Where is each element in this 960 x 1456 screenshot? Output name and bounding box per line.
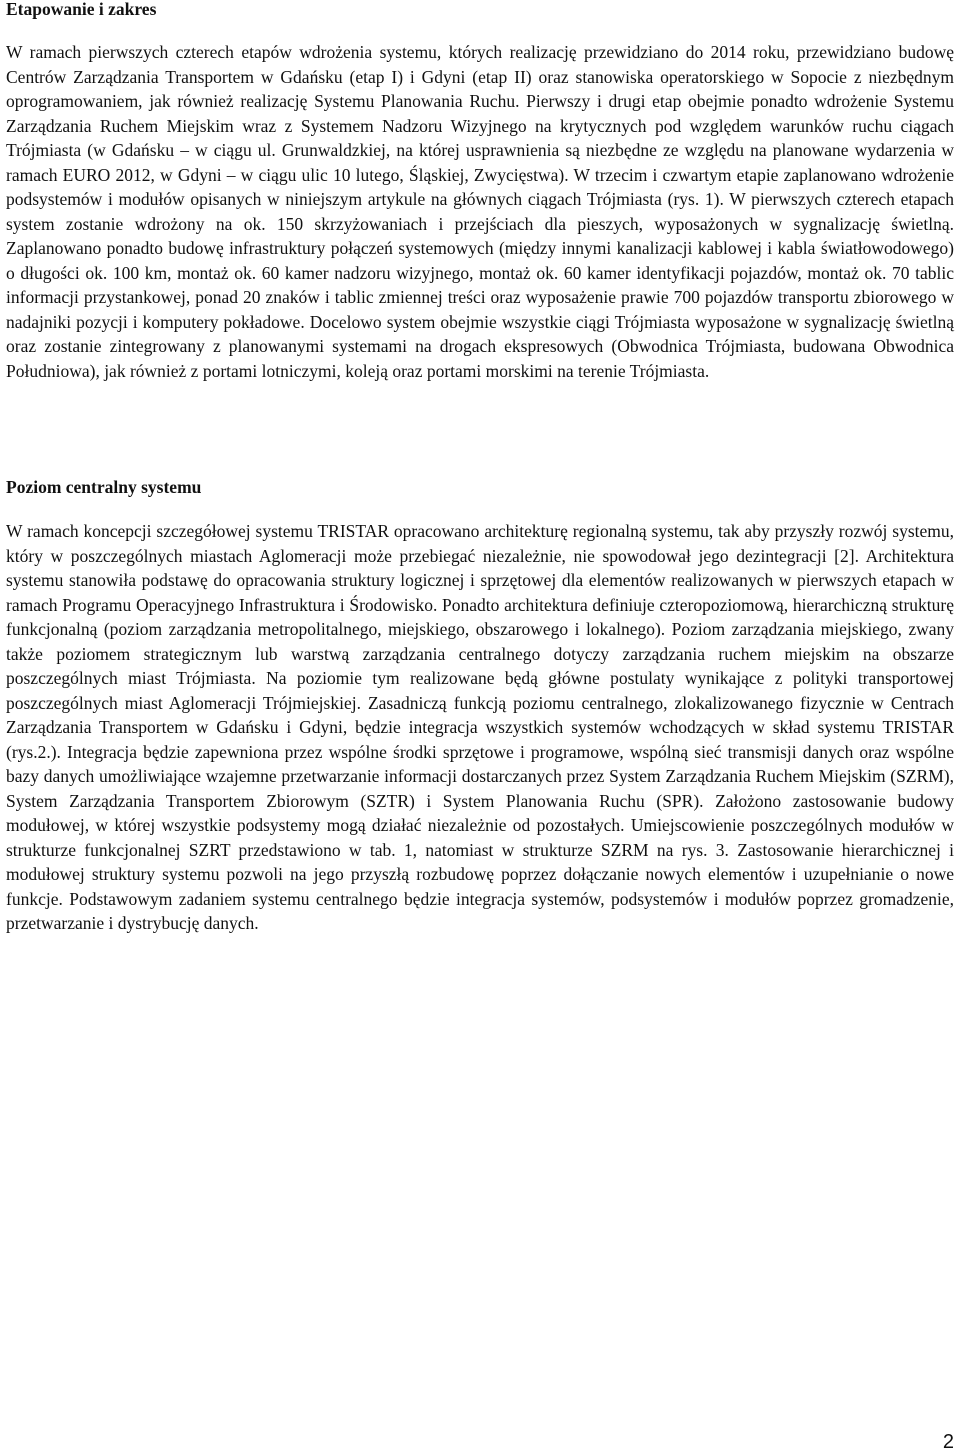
paragraph-etapowanie: W ramach pierwszych czterech etapów wdrożenia systemu, których realizację przewidziano do 2014 roku, przewidziano budowę Centrów Zarządzania Transportem w Gdańsku (etap I) i Gdyni (etap II) oraz stanowiska operatorskiego w Sopocie z niezbędnym oprogramowaniem, jak również realizację Systemu Planowania Ruchu. Pierwszy i drugi etap obejmie ponadto wdrożenie Systemu Zarządzania Ruchem Miejskim wraz z Systemem Nadzoru Wizyjnego na krytycznych pod względem warunków ruchu ciągach Trójmiasta (w Gdańsku – w ciągu ul. Grunwaldzkiej, na której usprawnienia są niezbędne ze względu na planowane wydarzenia w ramach EURO 2012, w Gdyni – w ciągu ulic 10 lutego, Śląskiej, Zwycięstwa). W trzecim i czwartym etapie zaplanowano wdrożenie podsystemów i modułów opisanych w niniejszym artykule na głównych ciągach Trójmiasta (rys. 1). W pierwszych czterech etapach system zostanie wdrożony na ok. 150 skrzyżowaniach i przejściach dla pieszych, wyposażonych w sygnalizację świetlną. Zaplanowano ponadto budowę infrastruktury połączeń systemowych (między innymi kanalizacji kablowej i kabla światłowodowego) o długości ok. 100 km, montaż ok. 60 kamer nadzoru wizyjnego, montaż ok. 60 kamer identyfikacji pojazdów, montaż ok. 70 tablic informacji przystankowej, ponad 20 znaków i tablic zmiennej treści oraz wyposażenie prawie 700 pojazdów transportu zbiorowego w nadajniki pozycji i komputery pokładowe. Docelowo system obejmie wszystkie ciągi Trójmiasta wyposażone w sygnalizację świetlną oraz zostanie zintegrowany z planowanymi systemami na drogach ekspresowych (Obwodnica Trójmiasta, budowana Obwodnica Południowa), jak również z portami lotniczymi, koleją oraz portami morskimi na terenie Trójmiasta. <box>6 42 954 381</box>
section-heading-poziom-centralny: Poziom centralny systemu <box>6 477 202 497</box>
page-number: 2 <box>942 1431 954 1453</box>
paragraph-poziom-centralny: W ramach koncepcji szczegółowej systemu TRISTAR opracowano architekturę regionalną systemu, tak aby przyszły rozwój systemu, który w poszczególnych miastach Aglomeracji może przebiegać niezależnie, nie spowodował jego dezintegracji [2]. Architektura systemu stanowiła podstawę do opracowania struktury logicznej i sprzętowej dla elementów realizowanych w pierwszych etapach w ramach Programu Operacyjnego Infrastruktura i Środowisko. Ponadto architektura definiuje czteropoziomową, hierarchiczną strukturę funkcjonalną (poziom zarządzania metropolitalnego, miejskiego, obszarowego i lokalnego). Poziom zarządzania miejskiego, zwany także poziomem strategicznym lub warstwą zarządzania centralnego dotyczy zarządzania ruchem miejskim na obszarze poszczególnych miast Trójmiasta. Na poziomie tym realizowane będą główne postulaty wynikające z polityki transportowej poszczególnych miast Aglomeracji Trójmiejskiej. Zasadniczą funkcją poziomu centralnego, zlokalizowanego fizycznie w Centrach Zarządzania Transportem w Gdańsku i Gdyni, będzie integracja wszystkich systemów wchodzących w skład systemu TRISTAR (rys.2.). Integracja będzie zapewniona przez wspólne środki sprzętowe i programowe, wspólną sieć transmisji danych oraz wspólne bazy danych umożliwiające wzajemne przetwarzanie informacji dostarczanych przez System Zarządzania Ruchem Miejskim (SZRM), System Zarządzania Transportem Zbiorowym (SZTR) i System Planowania Ruchu (SPR). Założono zastosowanie budowy modułowej, w której wszystkie podsystemy mogą działać niezależnie od pozostałych. Umiejscowienie poszczególnych modułów w strukturze funkcjonalnej SZRT przedstawiono w tab. 1, natomiast w strukturze SZRM na rys. 3. Zastosowanie hierarchicznej i modułowej struktury systemu pozwoli na jego przyszłą rozbudowę poprzez dołączanie nowych elementów i uzupełnianie o nowe funkcje. Podstawowym zadaniem systemu centralnego będzie integracja systemów, podsystemów i modułów poprzez gromadzenie, przetwarzanie i dystrybucję danych. <box>6 521 954 933</box>
section-heading-etapowanie: Etapowanie i zakres <box>6 0 157 19</box>
